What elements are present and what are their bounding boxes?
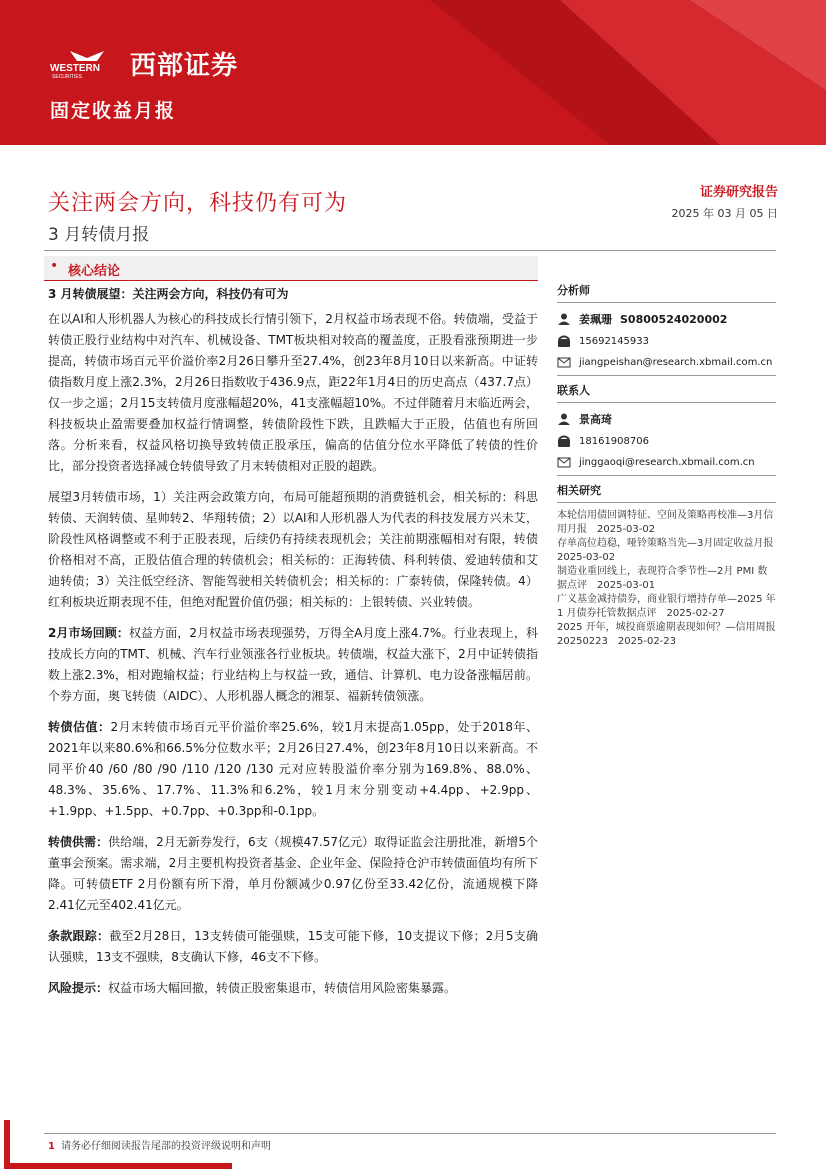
paragraph-lead: 3 月转债展望：关注两会方向，科技仍有可为 [48,287,289,301]
bullet-icon: • [50,258,59,274]
section-header [44,256,538,280]
email-icon [557,455,571,469]
related-item[interactable]: 存单高位趋稳，哑铃策略当先—3月固定收益月报 2025-03-02 [557,538,784,563]
phone-icon [557,434,571,448]
analyst-heading: 分析师 [557,276,776,303]
divider [44,1133,776,1134]
report-date: 2025 年 03 月 05 日 [671,207,778,220]
page-number: 1 [48,1141,55,1152]
analyst-email-row [557,355,776,369]
footer-disclaimer: 请务必仔细阅读报告尾部的投资评级说明和声明 [60,1141,271,1152]
divider [44,250,776,251]
report-badge: 证券研究报告 [699,185,778,200]
analyst-email[interactable]: jiangpeishan@research.xbmail.com.cn [579,356,773,368]
paragraph-text: 截至2月28日，13支转债可能强赎，15支可能下修，10支提议下修；2月5支确认强赎，13支不强赎，8支确认下修，46支不下修。 [48,929,538,964]
person-icon [557,312,571,326]
paragraph-text: 供给端，2月无新券发行，6支（规模47.57亿元）取得证监会注册批准，新增5个董事会预案。需求端，2月主要机构投资者基金、企业年金、保险持仓沪市转债面值均有所下降。可转债ETF 2月份额有所下滑，单月份额减少0.97亿份至33.42亿份，流通规模下降2.41亿元至402.41亿元。 [48,835,538,912]
contact-email[interactable]: jinggaoqi@research.xbmail.com.cn [579,456,755,468]
report-header [0,0,826,145]
corner-decoration [4,1163,232,1169]
contact-email-row [557,455,776,469]
paragraph [48,832,538,916]
related-item[interactable]: 广义基金减持债券，商业银行增持存单—2025 年 1 月债券托管数据点评 2025-02-27 [557,594,776,619]
contact [557,411,776,427]
contact-heading: 联系人 [557,376,776,403]
contact-name: 景高琦 [579,413,612,426]
analyst-phone: 15692145933 [579,335,649,347]
paragraph-keyword: 2月市场回顾： [48,626,129,640]
paragraph-text: 权益市场大幅回撤，转债正股密集退市，转债信用风险密集暴露。 [108,981,457,995]
report-subtitle: 3 月转债月报 [48,225,150,245]
sidebar [557,276,784,649]
report-title: 关注两会方向，科技仍有可为 [48,191,348,216]
svg-text:SECURITIES: SECURITIES [52,73,83,79]
related-item[interactable]: 2025 开年，城投商票逾期表现如何？—信用周报 20250223 2025-02-23 [557,622,776,647]
paragraph [48,717,538,822]
analyst-name: 姜珮珊 [579,313,612,326]
paragraph-keyword: 转债供需： [48,835,109,849]
analyst-phone-row [557,334,776,348]
analyst-cert: S0800524020002 [620,312,728,326]
page-footer [48,1137,271,1152]
paragraph-keyword: 风险提示： [48,981,109,995]
related-heading: 相关研究 [557,476,776,503]
paragraph: 展望3月转债市场，1）关注两会政策方向，布局可能超预期的消费链机会，相关标的：科思转债、天润转债、星帅转2、华翔转债；2）以AI和人形机器人为代表的科技发展方兴未艾，阶段性风格调整或不利于正股表现，后续仍有持续表现机会；关注前期涨幅相对有限，转债价格相对不高，正股估值合理的转债机会；相关标的：正海转债、科利转债、爱迪转债和艾迪转债；3）关注低空经济、智能驾驶相关转债机会；相关标的：广泰转债，保隆转债。4）红利板块近期表现不佳，但绝对配置价值仍强；相关标的：上银转债、兴业转债。 [48,490,538,609]
brand-logo-icon [50,49,124,79]
paragraph-text: 2月末转债市场百元平价溢价率25.6%，较1月末提高1.05pp，处于2018年、2021年以来80.6%和66.5%分位数水平；2月26日27.4%，创23年8月10日以来新高。不同平价40 /60 /80 /90 /110 /120 /130 元对应转股溢价率分别为169.8%、88.0%、48.3%、35.6%、17.7%、11.3%和6.2%，较1月末分别变动+4.4pp、+2.9pp、+1.9pp、+1.5pp、+0.7pp、+0.3pp和-0.1pp。 [48,720,538,818]
contact-phone-row [557,434,776,448]
paragraph [48,926,538,968]
paragraph-keyword: 转债估值： [48,720,111,734]
section-label: 核心结论 [68,264,121,279]
divider [44,280,538,281]
report-type: 固定收益月报 [50,100,177,122]
brand-name: 西部证券 [130,51,239,81]
brand-logo [50,45,238,82]
paragraph [48,623,538,707]
related-item[interactable]: 本轮信用债回调特征、空间及策略再校准—3月信用月报 2025-03-02 [557,510,774,535]
main-body [48,284,538,1009]
related-item[interactable]: 制造业重回线上，表现符合季节性—2月 PMI 数据点评 2025-03-01 [557,566,768,591]
person-icon [557,412,571,426]
paragraph-keyword: 条款跟踪： [48,929,110,943]
related-list [557,509,784,649]
email-icon [557,355,571,369]
paragraph-text: 权益方面，2月权益市场表现强势，万得全A月度上涨4.7%。行业表现上，科技成长方向的TMT、机械、汽车行业领涨各行业板块。转债端，权益大涨下，2月中证转债指数上涨2.3%，相对跑输权益；行业结构上与权益一致，通信、计算机、电力设备涨幅居前。个券方面，奥飞转债（AIDC）、人形机器人概念的湘泵、福新转债领涨。 [48,626,538,703]
contact-phone: 18161908706 [579,435,649,447]
corner-decoration [4,1120,10,1169]
svg-text:WESTERN: WESTERN [50,62,100,74]
paragraph [48,978,538,999]
phone-icon [557,334,571,348]
paragraph: 在以AI和人形机器人为核心的科技成长行情引领下，2月权益市场表现不俗。转债端，受益于转债正股行业结构中对汽车、机械设备、TMT板块相对较高的覆盖度，正股看涨预期进一步提高，转债市场百元平价溢价率2月26日攀升至27.4%，创23年8月10日以来新高。中证转债指数月度上涨2.3%，2月26日指数收于436.9点，距22年1月4日的历史高点（437.7点）仅一步之遥；2月15支转债月度涨幅超20%，41支涨幅超10%。不过伴随着月末临近两会，科技板块止盈需要叠加权益行情调整，转债阶段性下跌，且跌幅大于正股，估值也有所回落。分析来看，权益风格切换导致转债正股承压，偏高的估值分位水平降低了转债的性价比，部分投资者选择减仓转债导致了月末转债相对正股的超跌。 [48,312,538,473]
analyst [557,311,776,327]
